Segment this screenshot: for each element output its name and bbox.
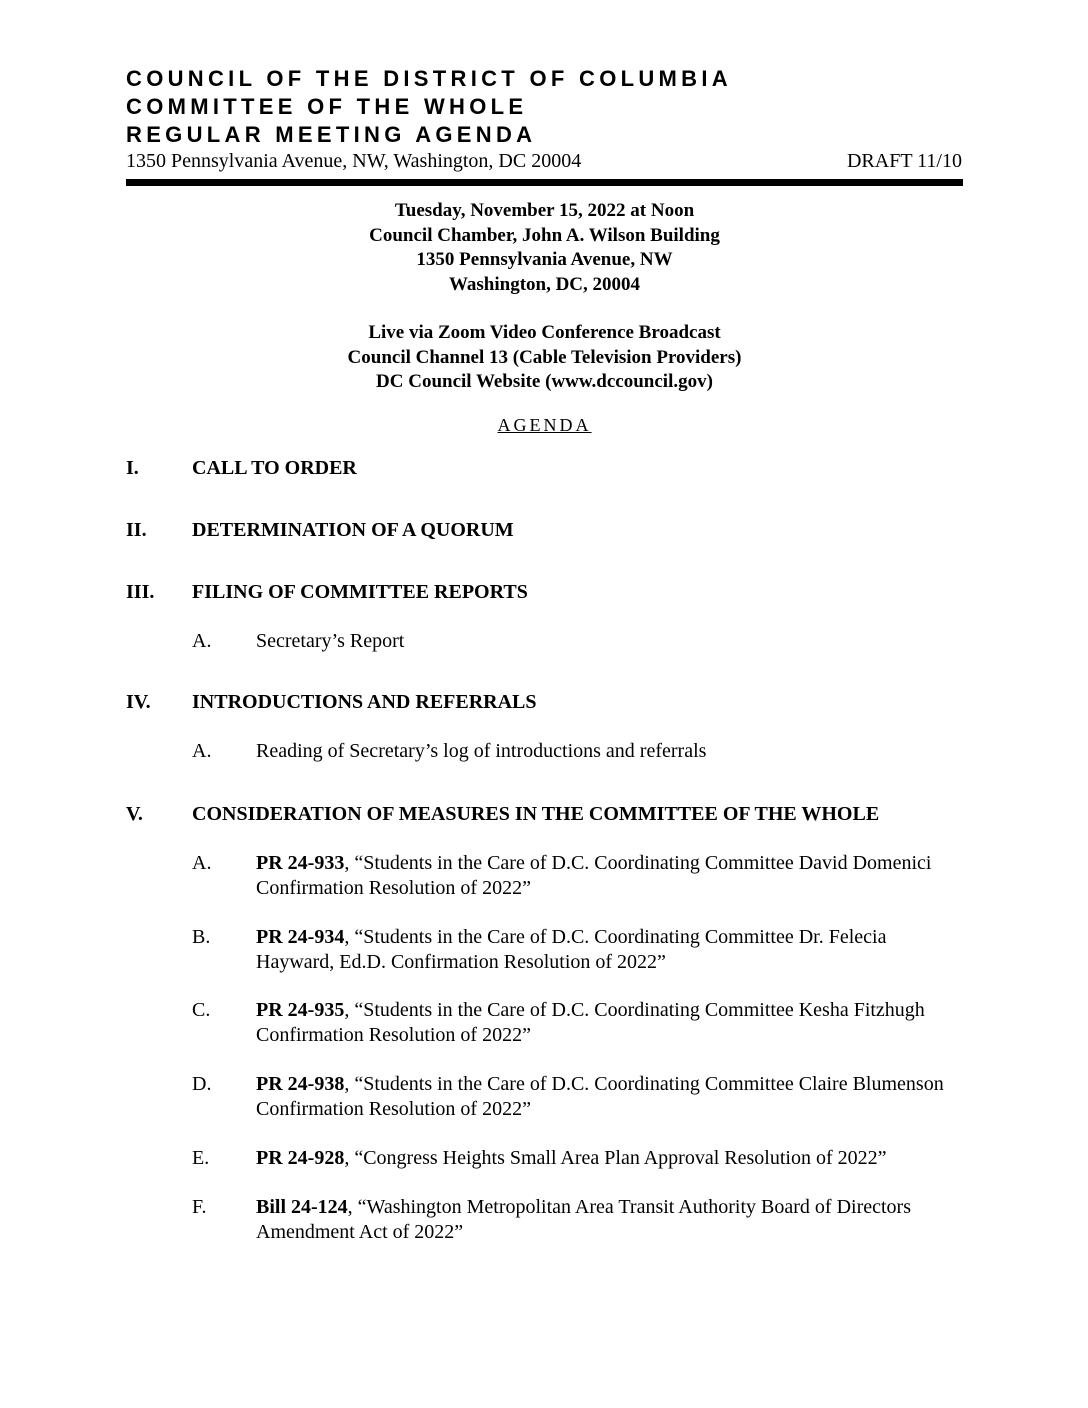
item-letter: B. — [192, 926, 211, 948]
measure-title: , “Students in the Care of D.C. Coordinating Committee Claire Blumenson Confirmation Resolution of 2022” — [256, 1073, 944, 1120]
measure-title: , “Students in the Care of D.C. Coordinating Committee David Domenici Confirmation Resolution of 2022” — [256, 852, 932, 899]
item-text — [256, 1146, 963, 1171]
section-title: INTRODUCTIONS AND REFERRALS — [192, 691, 537, 713]
section-number: II. — [126, 519, 147, 541]
header-address: 1350 Pennsylvania Avenue, NW, Washington, DC 20004 — [126, 150, 582, 172]
header-committee-name: COMMITTEE OF THE WHOLE — [126, 94, 528, 119]
item-text — [256, 1072, 963, 1121]
header-council-name: COUNCIL OF THE DISTRICT OF COLUMBIA — [126, 66, 732, 91]
meeting-venue: Council Chamber, John A. Wilson Building — [369, 224, 720, 246]
broadcast-info — [126, 321, 963, 395]
item-letter: A. — [192, 852, 212, 874]
measure-title: , “Students in the Care of D.C. Coordinating Committee Kesha Fitzhugh Confirmation Resolution of 2022” — [256, 999, 925, 1046]
item-letter: D. — [192, 1073, 212, 1095]
item-text: Reading of Secretary’s log of introductions and referrals — [256, 740, 707, 762]
measure-title: , “Students in the Care of D.C. Coordinating Committee Dr. Felecia Hayward, Ed.D. Confirmation Resolution of 2022” — [256, 926, 887, 973]
item-letter: A. — [192, 630, 212, 652]
meeting-city: Washington, DC, 20004 — [448, 273, 641, 295]
item-letter: C. — [192, 999, 211, 1021]
item-text — [256, 925, 963, 974]
header-rule — [126, 179, 963, 186]
meeting-date: Tuesday, November 15, 2022 at Noon — [394, 200, 695, 221]
broadcast-zoom: Live via Zoom Video Conference Broadcast — [368, 322, 721, 343]
section-number: I. — [126, 457, 139, 479]
section-title: FILING OF COMMITTEE REPORTS — [192, 581, 528, 603]
section-number: III. — [126, 581, 155, 603]
agenda-heading — [126, 415, 963, 436]
measure-title: , “Congress Heights Small Area Plan Approval Resolution of 2022” — [344, 1147, 887, 1169]
broadcast-website: DC Council Website (www.dccouncil.gov) — [376, 371, 713, 392]
section-title: DETERMINATION OF A QUORUM — [192, 519, 514, 541]
item-letter: A. — [192, 740, 212, 762]
measure-id: PR 24-928 — [256, 1147, 345, 1169]
item-letter: F. — [192, 1196, 207, 1218]
item-text — [256, 1195, 963, 1244]
section-number: IV. — [126, 691, 151, 713]
meeting-info — [126, 199, 963, 297]
broadcast-channel: Council Channel 13 (Cable Television Providers) — [347, 346, 742, 368]
item-text — [256, 998, 963, 1047]
header-meeting-type: REGULAR MEETING AGENDA — [126, 122, 537, 147]
item-text: Secretary’s Report — [256, 630, 405, 652]
section-title: CONSIDERATION OF MEASURES IN THE COMMITTEE OF THE WHOLE — [192, 803, 880, 825]
agenda-heading-text: AGENDA — [497, 415, 592, 435]
measure-id: Bill 24-124 — [256, 1196, 348, 1218]
measure-id: PR 24-935 — [256, 999, 345, 1021]
measure-id: PR 24-938 — [256, 1073, 345, 1095]
section-number: V. — [126, 803, 143, 825]
measure-id: PR 24-933 — [256, 852, 345, 874]
measure-id: PR 24-934 — [256, 926, 345, 948]
draft-label: DRAFT 11/10 — [846, 150, 962, 172]
measure-title: , “Washington Metropolitan Area Transit Authority Board of Directors Amendment Act of 2022” — [256, 1196, 911, 1243]
item-letter: E. — [192, 1147, 210, 1169]
section-title: CALL TO ORDER — [192, 457, 357, 479]
item-text — [256, 851, 963, 900]
meeting-street: 1350 Pennsylvania Avenue, NW — [416, 249, 673, 270]
